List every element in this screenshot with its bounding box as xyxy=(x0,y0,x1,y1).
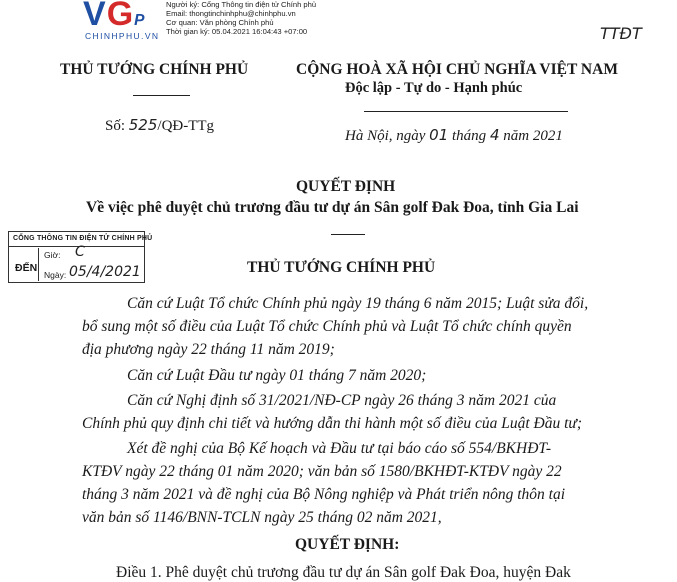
para-3-line-1: Căn cứ Nghị định số 31/2021/NĐ-CP ngày 26 tháng 3 năm 2021 của xyxy=(127,392,557,409)
date-day: 01 xyxy=(429,126,449,144)
received-stamp-den: ĐẾN xyxy=(15,262,38,274)
para-1-line-3: địa phương ngày 22 tháng 11 năm 2019; xyxy=(82,341,335,358)
national-motto: Độc lập - Tự do - Hạnh phúc xyxy=(345,80,523,96)
received-stamp-ngay-label: Ngày: xyxy=(44,270,67,280)
document-date xyxy=(345,126,563,145)
document-number xyxy=(105,116,214,135)
signature-info xyxy=(166,1,316,37)
header-divider-right xyxy=(364,111,568,112)
decide-heading: QUYẾT ĐỊNH: xyxy=(295,536,400,553)
para-4-line-1: Xét đề nghị của Bộ Kế hoạch và Đầu tư tại báo cáo số 554/BKHĐT- xyxy=(127,440,552,457)
para-4-line-3: tháng 3 năm 2021 và đề nghị của Bộ Nông nghiệp và Phát triển nông thôn tại xyxy=(82,486,566,503)
title-divider xyxy=(331,234,365,235)
signature-agency: Cơ quan: Văn phòng Chính phủ xyxy=(166,17,274,27)
received-stamp-ngay-value: 05/4/2021 xyxy=(69,264,141,280)
national-title: CỘNG HOÀ XÃ HỘI CHỦ NGHĨA VIỆT NAM xyxy=(296,61,618,78)
date-month-label: tháng xyxy=(452,128,487,144)
signature-email: Email: thongtinchinhphu@chinhphu.vn xyxy=(166,8,296,18)
vgp-logo-text: VGP xyxy=(83,0,146,33)
received-stamp-gio-value: C xyxy=(75,244,85,260)
date-year: năm 2021 xyxy=(503,128,563,144)
received-stamp-agency: CỔNG THÔNG TIN ĐIỆN TỬ CHÍNH PHỦ xyxy=(13,235,153,242)
date-month: 4 xyxy=(489,126,500,144)
para-1-line-1: Căn cứ Luật Tổ chức Chính phủ ngày 19 tháng 6 năm 2015; Luật sửa đổi, xyxy=(127,295,589,312)
date-prefix: Hà Nội, ngày xyxy=(345,128,426,144)
vgp-logo-subtitle: CHINHPHU.VN xyxy=(85,31,160,41)
received-stamp-vdivider xyxy=(38,248,39,281)
para-4-line-4: văn bản số 1146/BNN-TCLN ngày 25 tháng 02 năm 2021, xyxy=(82,509,442,526)
issuer-name: THỦ TƯỚNG CHÍNH PHỦ xyxy=(60,61,249,78)
vgp-logo xyxy=(83,0,145,34)
header-divider-left xyxy=(133,95,190,96)
authority-heading: THỦ TƯỚNG CHÍNH PHỦ xyxy=(247,259,436,276)
para-2-line-1: Căn cứ Luật Đầu tư ngày 01 tháng 7 năm 2020; xyxy=(127,367,427,384)
article-1-partial: Điều 1. Phê duyệt chủ trương đầu tư dự án Sân golf Đak Đoa, huyện Đak xyxy=(116,564,571,581)
signature-signer: Người ký: Cổng Thông tin điện tử Chính phủ xyxy=(166,0,317,9)
received-stamp-gio-label: Giờ: xyxy=(44,250,61,260)
para-4-line-2: KTĐV ngày 22 tháng 01 năm 2020; văn bản số 1580/BKHĐT-KTĐV ngày 22 xyxy=(82,463,562,480)
document-title: QUYẾT ĐỊNH xyxy=(296,178,396,195)
corner-handwritten-mark: TTĐT xyxy=(600,24,642,43)
signature-time: Thời gian ký: 05.04.2021 16:04:43 +07:00 xyxy=(166,26,308,36)
para-3-line-2: Chính phủ quy định chi tiết và hướng dẫn thi hành một số điều của Luật Đầu tư; xyxy=(82,415,583,432)
document-number-label: Số: xyxy=(105,118,126,134)
para-1-line-2: bổ sung một số điều của Luật Tổ chức Chính phủ và Luật Tổ chức chính quyền xyxy=(82,318,572,335)
document-number-value: 525 xyxy=(128,116,158,134)
document-subtitle: Về việc phê duyệt chủ trương đầu tư dự án Sân golf Đak Đoa, tỉnh Gia Lai xyxy=(86,199,579,216)
document-number-suffix: /QĐ-TTg xyxy=(157,118,215,134)
